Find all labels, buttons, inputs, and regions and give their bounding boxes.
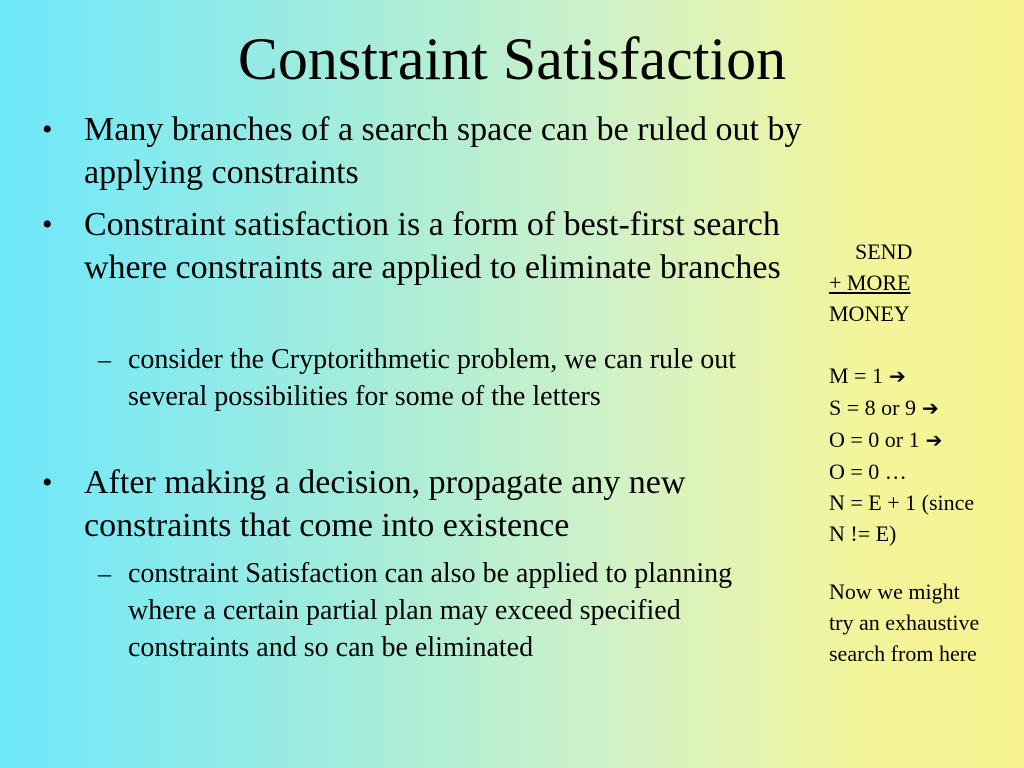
step-line xyxy=(829,424,1019,456)
step-text: S = 8 or 9 xyxy=(829,395,916,420)
puzzle-line-more: + MORE xyxy=(829,270,911,295)
step-line: O = 0 … xyxy=(829,459,907,484)
slide-title: Constraint Satisfaction xyxy=(237,26,787,92)
bullet-text: Many branches of a search space can be ruled out by applying constraints xyxy=(84,111,802,191)
arrow-right-icon: ➔ xyxy=(925,428,943,452)
step-line xyxy=(829,360,1019,392)
step-line: N != E) xyxy=(829,521,897,546)
bullet-text: Constraint satisfaction is a form of best-first search where constraints are applied to eliminate branches xyxy=(84,206,781,286)
puzzle-line-money: MONEY xyxy=(829,301,910,326)
step-line xyxy=(829,392,1019,424)
step-text: O = 0 or 1 xyxy=(829,427,920,452)
bullet-marker: • xyxy=(42,113,53,146)
note-line: try an exhaustive xyxy=(829,610,980,635)
sub-bullet-marker: – xyxy=(98,345,111,374)
arrow-right-icon: ➔ xyxy=(888,364,906,388)
bullet-marker: • xyxy=(42,466,53,499)
bullet-marker: • xyxy=(42,208,53,241)
bullet-text: After making a decision, propagate any new constraints that come into existence xyxy=(84,464,686,544)
sub-bullet-text: constraint Satisfaction can also be applied to planning where a certain partial plan may exceed specified constraints and so can be eliminated xyxy=(128,558,733,663)
sub-bullet-marker: – xyxy=(98,559,111,588)
puzzle-line-send: SEND xyxy=(855,239,913,264)
side-note xyxy=(829,576,1019,669)
sub-bullet-text: consider the Cryptorithmetic problem, we can rule out several possibilities for some of the letters xyxy=(128,344,737,412)
puzzle-block xyxy=(829,236,1019,329)
arrow-right-icon: ➔ xyxy=(921,396,939,420)
deduction-steps xyxy=(829,360,1019,549)
step-text: M = 1 xyxy=(829,363,883,388)
note-line: search from here xyxy=(829,641,977,666)
step-line: N = E + 1 (since xyxy=(829,490,975,515)
note-line: Now we might xyxy=(829,579,960,604)
